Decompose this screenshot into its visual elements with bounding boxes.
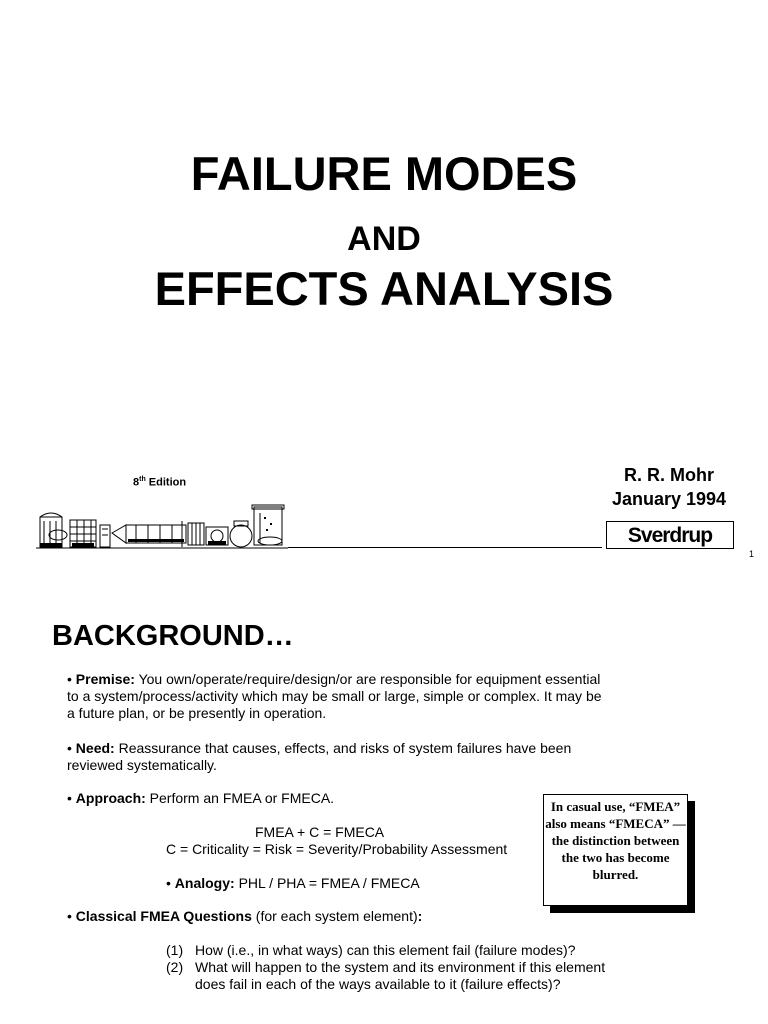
- question-number: (2): [166, 959, 184, 975]
- approach-paragraph: • Approach: Perform an FMEA or FMECA.: [67, 790, 335, 806]
- title-and: AND: [347, 220, 421, 258]
- title-effects-analysis: EFFECTS ANALYSIS: [154, 262, 614, 315]
- classical-questions-heading: • Classical FMEA Questions (for each system element):: [67, 908, 423, 924]
- author-date: January 1994: [611, 489, 727, 509]
- sverdrup-logo: Sverdrup: [606, 521, 734, 549]
- industrial-equipment-illustration: [36, 503, 288, 551]
- question-item: [166, 942, 606, 959]
- author-block: [605, 463, 733, 511]
- page-number: 1: [749, 549, 755, 559]
- question-item: [166, 959, 606, 993]
- note-box: In casual use, “FMEA” also means “FMECA” — the distinction between the two has become blurred.: [543, 794, 688, 906]
- question-text: How (i.e., in what ways) can this element fail (failure modes)?: [195, 942, 576, 958]
- premise-paragraph: • Premise: You own/operate/require/design/or are responsible for equipment essential to a system/process/activity which may be small or large, simple or complex. It may be a future plan, or be presently in operation.: [67, 671, 602, 721]
- horizontal-rule: [288, 547, 602, 548]
- need-paragraph: • Need: Reassurance that causes, effects, and risks of system failures have been reviewed systematically.: [67, 740, 572, 773]
- formula-criticality: C = Criticality = Risk = Severity/Probability Assessment: [166, 841, 508, 857]
- background-heading: BACKGROUND…: [52, 620, 294, 652]
- question-number: (1): [166, 942, 184, 958]
- formula-fmeca: FMEA + C = FMECA: [255, 824, 385, 840]
- edition-label: 8th Edition: [133, 476, 187, 489]
- analogy-line: • Analogy: PHL / PHA = FMEA / FMECA: [166, 875, 420, 891]
- question-text: What will happen to the system and its environment if this element does fail in each of the ways available to it (failure effects)?: [195, 959, 606, 992]
- questions-list: [166, 942, 606, 993]
- title-failure-modes: FAILURE MODES: [190, 147, 578, 200]
- author-name: R. R. Mohr: [624, 465, 714, 485]
